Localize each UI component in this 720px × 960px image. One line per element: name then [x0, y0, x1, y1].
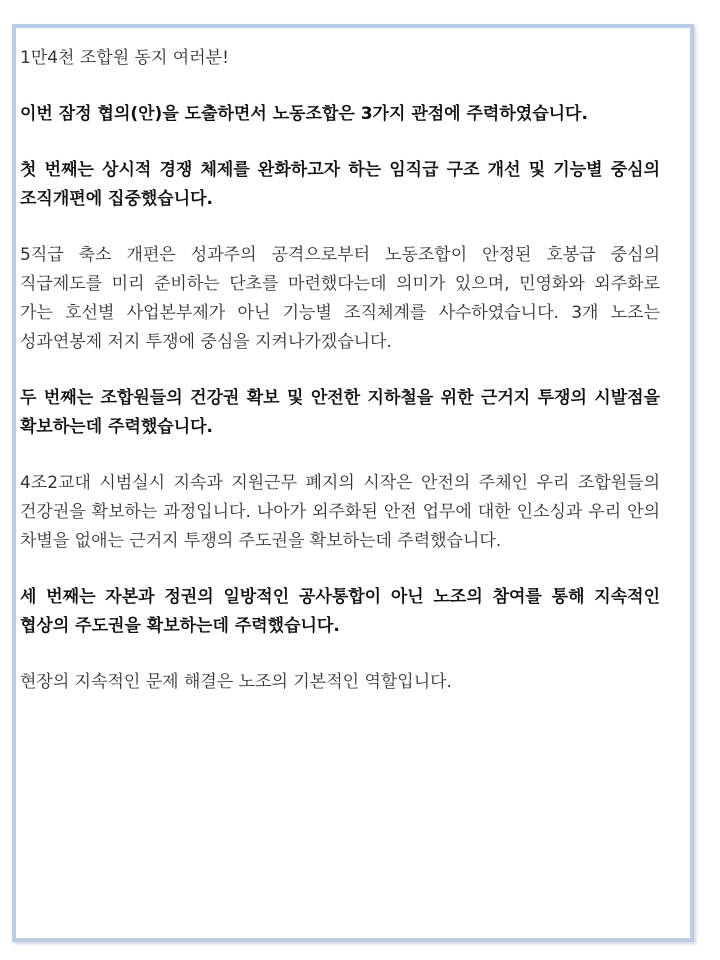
second-point-heading: 두 번째는 조합원들의 건강권 확보 및 안전한 지하철을 위한 근거지 투쟁의 시발점을 확보하는데 주력했습니다.: [20, 388, 660, 437]
closing-paragraph: 현장의 지속적인 문제 해결은 노조의 기본적인 역할입니다.: [20, 672, 452, 692]
third-point-heading: 세 번째는 자본과 정권의 일방적인 공사통합이 아닌 노조의 참여를 통해 지속적인 협상의 주도권을 확보하는데 주력했습니다.: [20, 587, 660, 636]
second-point-body: 4조2교대 시범실시 지속과 지원근무 폐지의 시작은 안전의 주체인 우리 조합원들의 건강권을 확보하는 과정입니다. 나아가 외주화된 안전 업무에 대한 인소싱과 우리 안의 차별을 없애는 근거지 투쟁의 주도권을 확보하는데 주력했습니다.: [20, 473, 660, 551]
first-point-heading: 첫 번째는 상시적 경쟁 체제를 완화하고자 하는 임직급 구조 개선 및 기능별 중심의 조직개편에 집중했습니다.: [20, 160, 660, 209]
greeting-paragraph: 1만4천 조합원 동지 여러분!: [20, 48, 229, 68]
first-point-body: 5직급 축소 개편은 성과주의 공격으로부터 노동조합이 안정된 호봉급 중심의 직급제도를 미리 준비하는 단초를 마련했다는데 의미가 있으며, 민영화와 외주화로 가는 호선별 사업본부제가 아닌 기능별 조직체계를 사수하였습니다. 3개 노조는 성과연봉제 저지 투쟁에 중심을 지켜나가겠습니다.: [20, 245, 660, 352]
document-body: [20, 44, 660, 724]
intro-paragraph: 이번 잠정 협의(안)을 도출하면서 노동조합은 3가지 관점에 주력하였습니다.: [20, 104, 588, 124]
